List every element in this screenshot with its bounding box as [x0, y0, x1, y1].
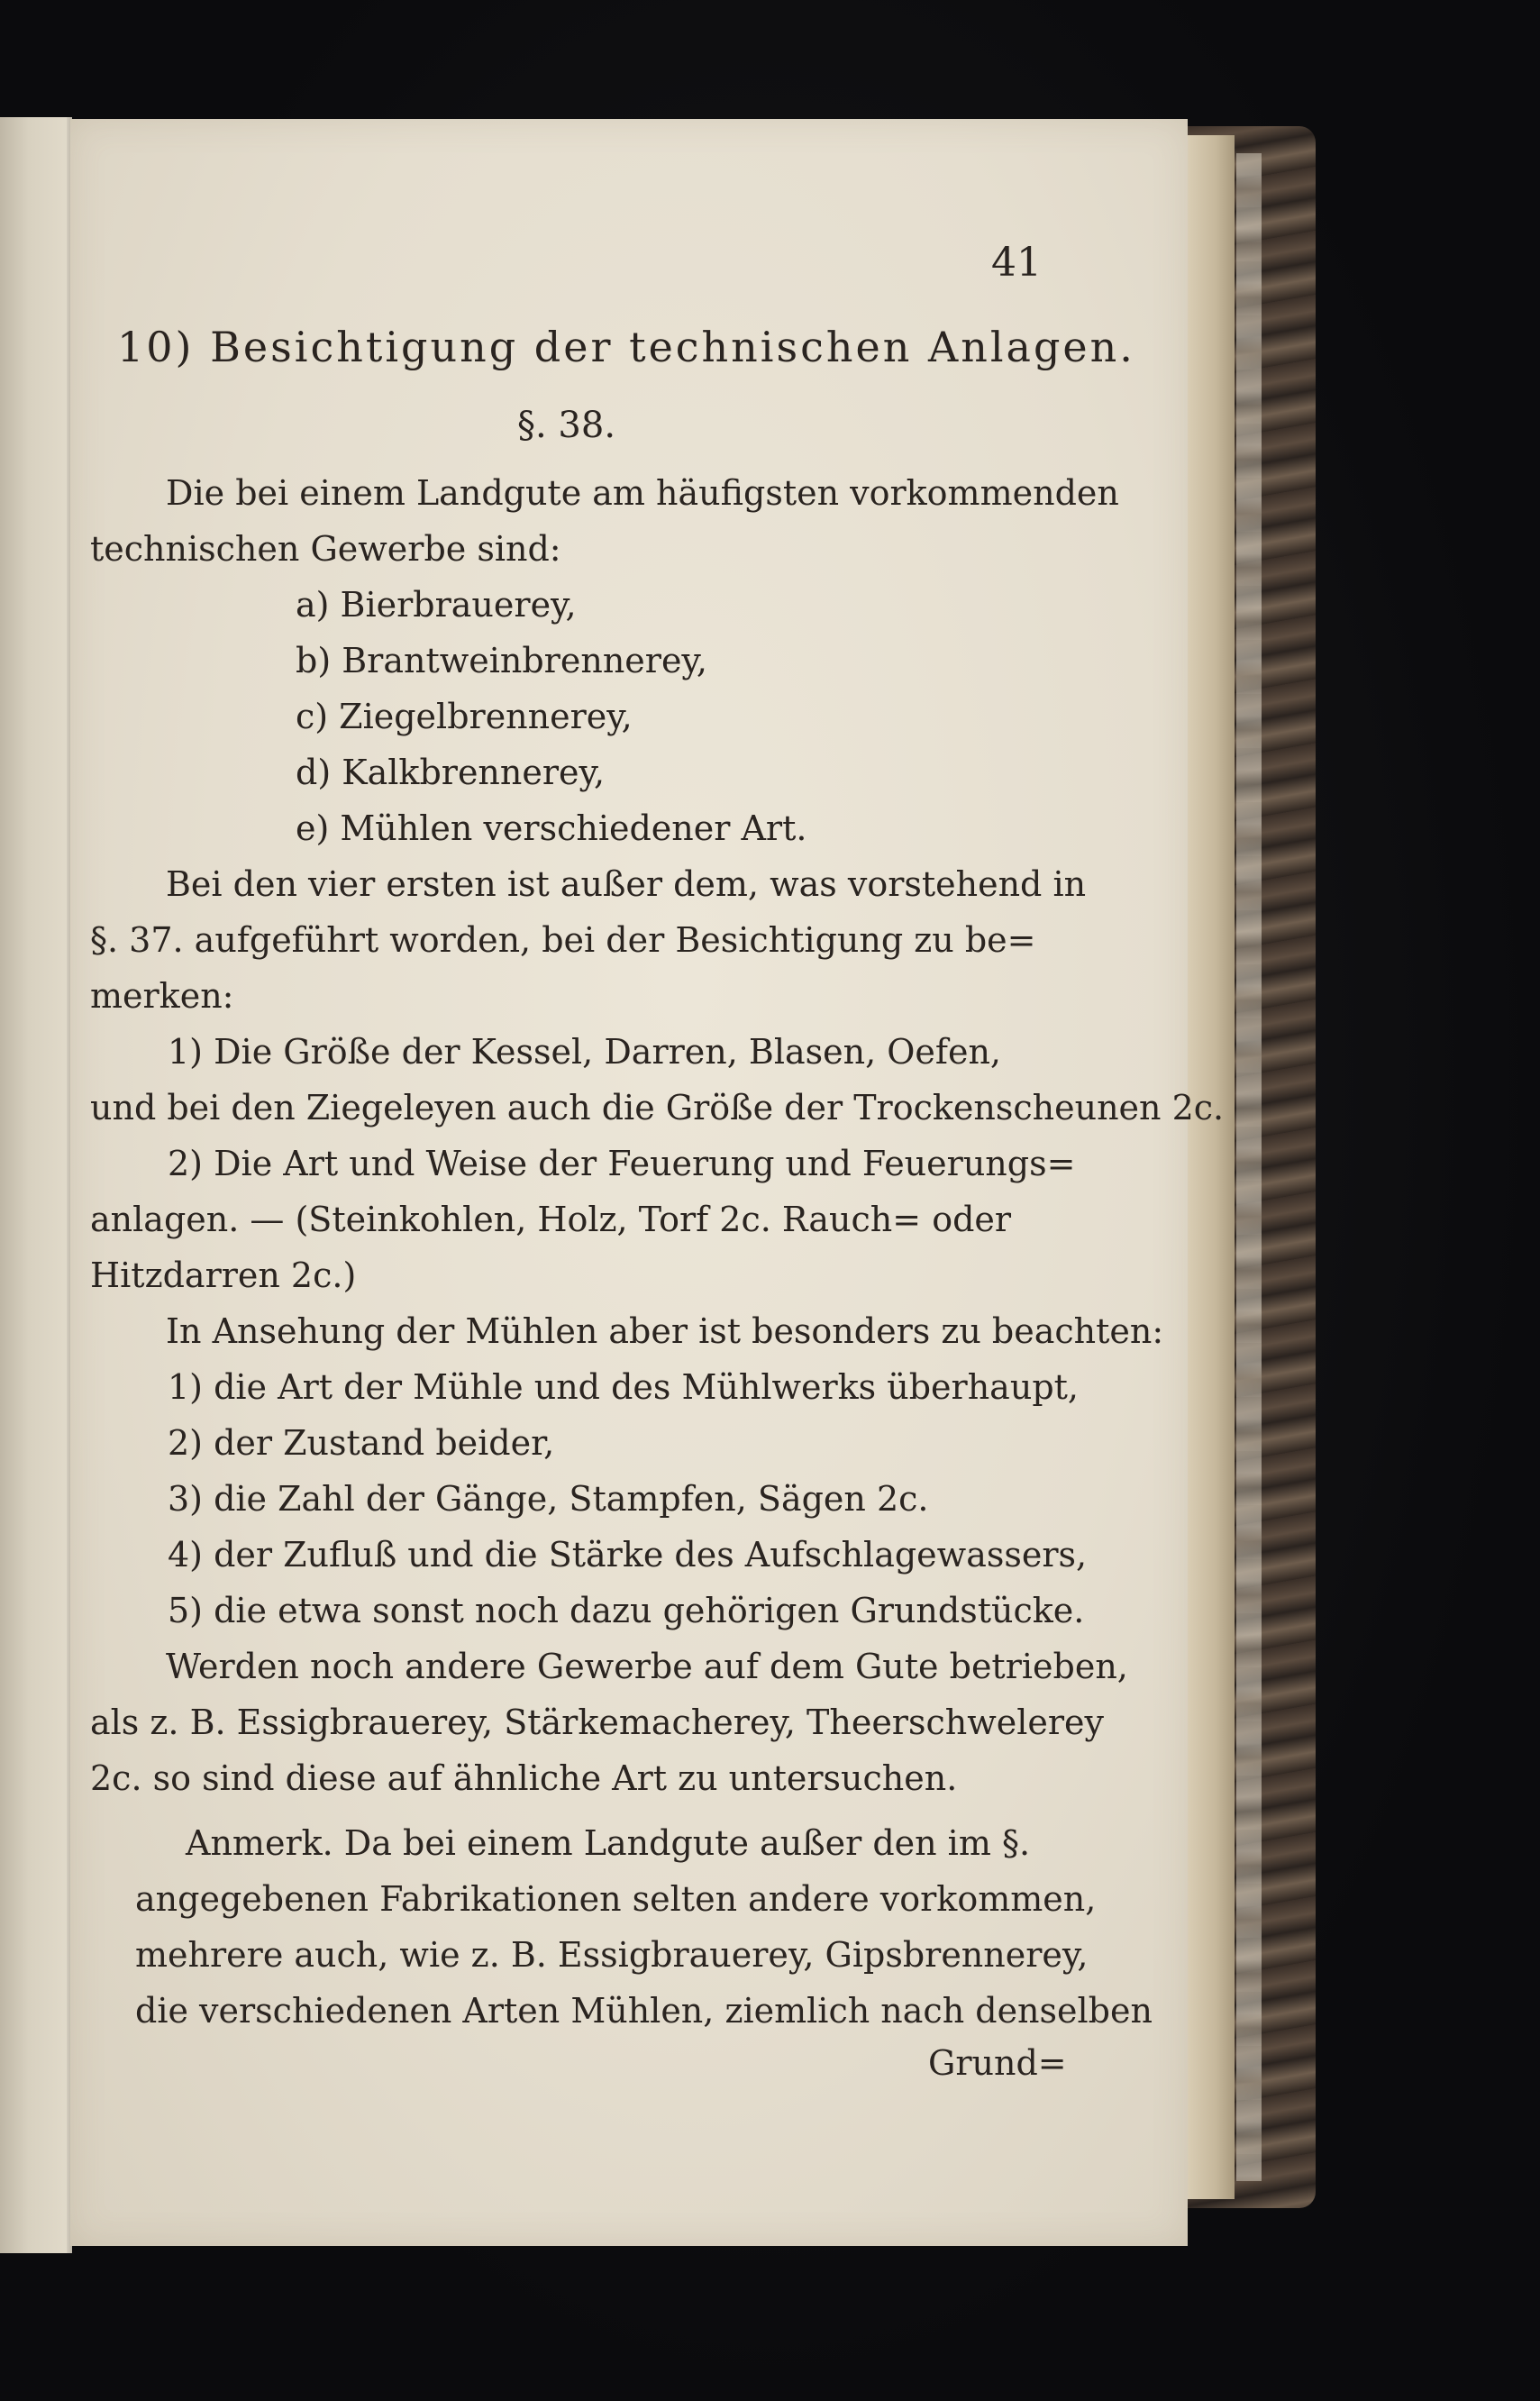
note-line: die verschiedenen Arten Mühlen, ziemlich nach denselben — [135, 1991, 1153, 2031]
list-item: 2) Die Art und Weise der Feuerung und Feuerungs= — [168, 1144, 1076, 1183]
text-line: Werden noch andere Gewerbe auf dem Gute betrieben, — [166, 1647, 1128, 1686]
text-line: als z. B. Essigbrauerey, Stärkemacherey, Theerschwelerey — [90, 1703, 1105, 1742]
list-item: e) Mühlen verschiedener Art. — [296, 808, 807, 848]
page-number: 41 — [991, 240, 1042, 286]
list-item: 4) der Zufluß und die Stärke des Aufschlagewassers, — [168, 1535, 1088, 1575]
list-item: a) Bierbrauerey, — [296, 585, 577, 625]
list-item: 1) Die Größe der Kessel, Darren, Blasen, Oefen, — [168, 1032, 1002, 1072]
list-item: 3) die Zahl der Gänge, Stampfen, Sägen 2c. — [168, 1479, 929, 1519]
text-line: technischen Gewerbe sind: — [90, 529, 561, 569]
list-item: 5) die etwa sonst noch dazu gehörigen Grundstücke. — [168, 1591, 1085, 1630]
list-item: 2) der Zustand beider, — [168, 1423, 555, 1463]
text-line: In Ansehung der Mühlen aber ist besonders zu beachten: — [166, 1311, 1164, 1351]
section-heading: 10) Besichtigung der technischen Anlagen. — [117, 323, 1135, 371]
paragraph-mark: §. 38. — [517, 405, 616, 446]
text-line: Bei den vier ersten ist außer dem, was vorstehend in — [166, 864, 1087, 904]
text-line: merken: — [90, 976, 234, 1016]
binding-marbled-strip — [1236, 153, 1262, 2181]
text-line: und bei den Ziegeleyen auch die Größe der Trockenscheunen 2c. — [90, 1088, 1225, 1127]
list-item: b) Brantweinbrennerey, — [296, 641, 707, 680]
text-line: 2c. so sind diese auf ähnliche Art zu untersuchen. — [90, 1758, 958, 1798]
note-line: mehrere auch, wie z. B. Essigbrauerey, Gipsbrennerey, — [135, 1935, 1089, 1975]
list-item: c) Ziegelbrennerey, — [296, 697, 633, 736]
catchword: Grund= — [928, 2043, 1067, 2083]
note-line: angegebenen Fabrikationen selten andere vorkommen, — [135, 1879, 1097, 1919]
list-item: d) Kalkbrennerey, — [296, 753, 606, 792]
binding-paper-edge — [1188, 135, 1235, 2199]
text-line: anlagen. — (Steinkohlen, Holz, Torf 2c. Rauch= oder — [90, 1200, 1012, 1239]
text-line: Die bei einem Landgute am häufigsten vorkommenden — [166, 473, 1119, 513]
page-stack-edge — [0, 117, 72, 2253]
note-line: Anmerk. Da bei einem Landgute außer den im §. — [186, 1823, 1031, 1863]
list-item: 1) die Art der Mühle und des Mühlwerks überhaupt, — [168, 1367, 1079, 1407]
text-line: Hitzdarren 2c.) — [90, 1255, 357, 1295]
text-line: §. 37. aufgeführt worden, bei der Besichtigung zu be= — [90, 920, 1036, 960]
